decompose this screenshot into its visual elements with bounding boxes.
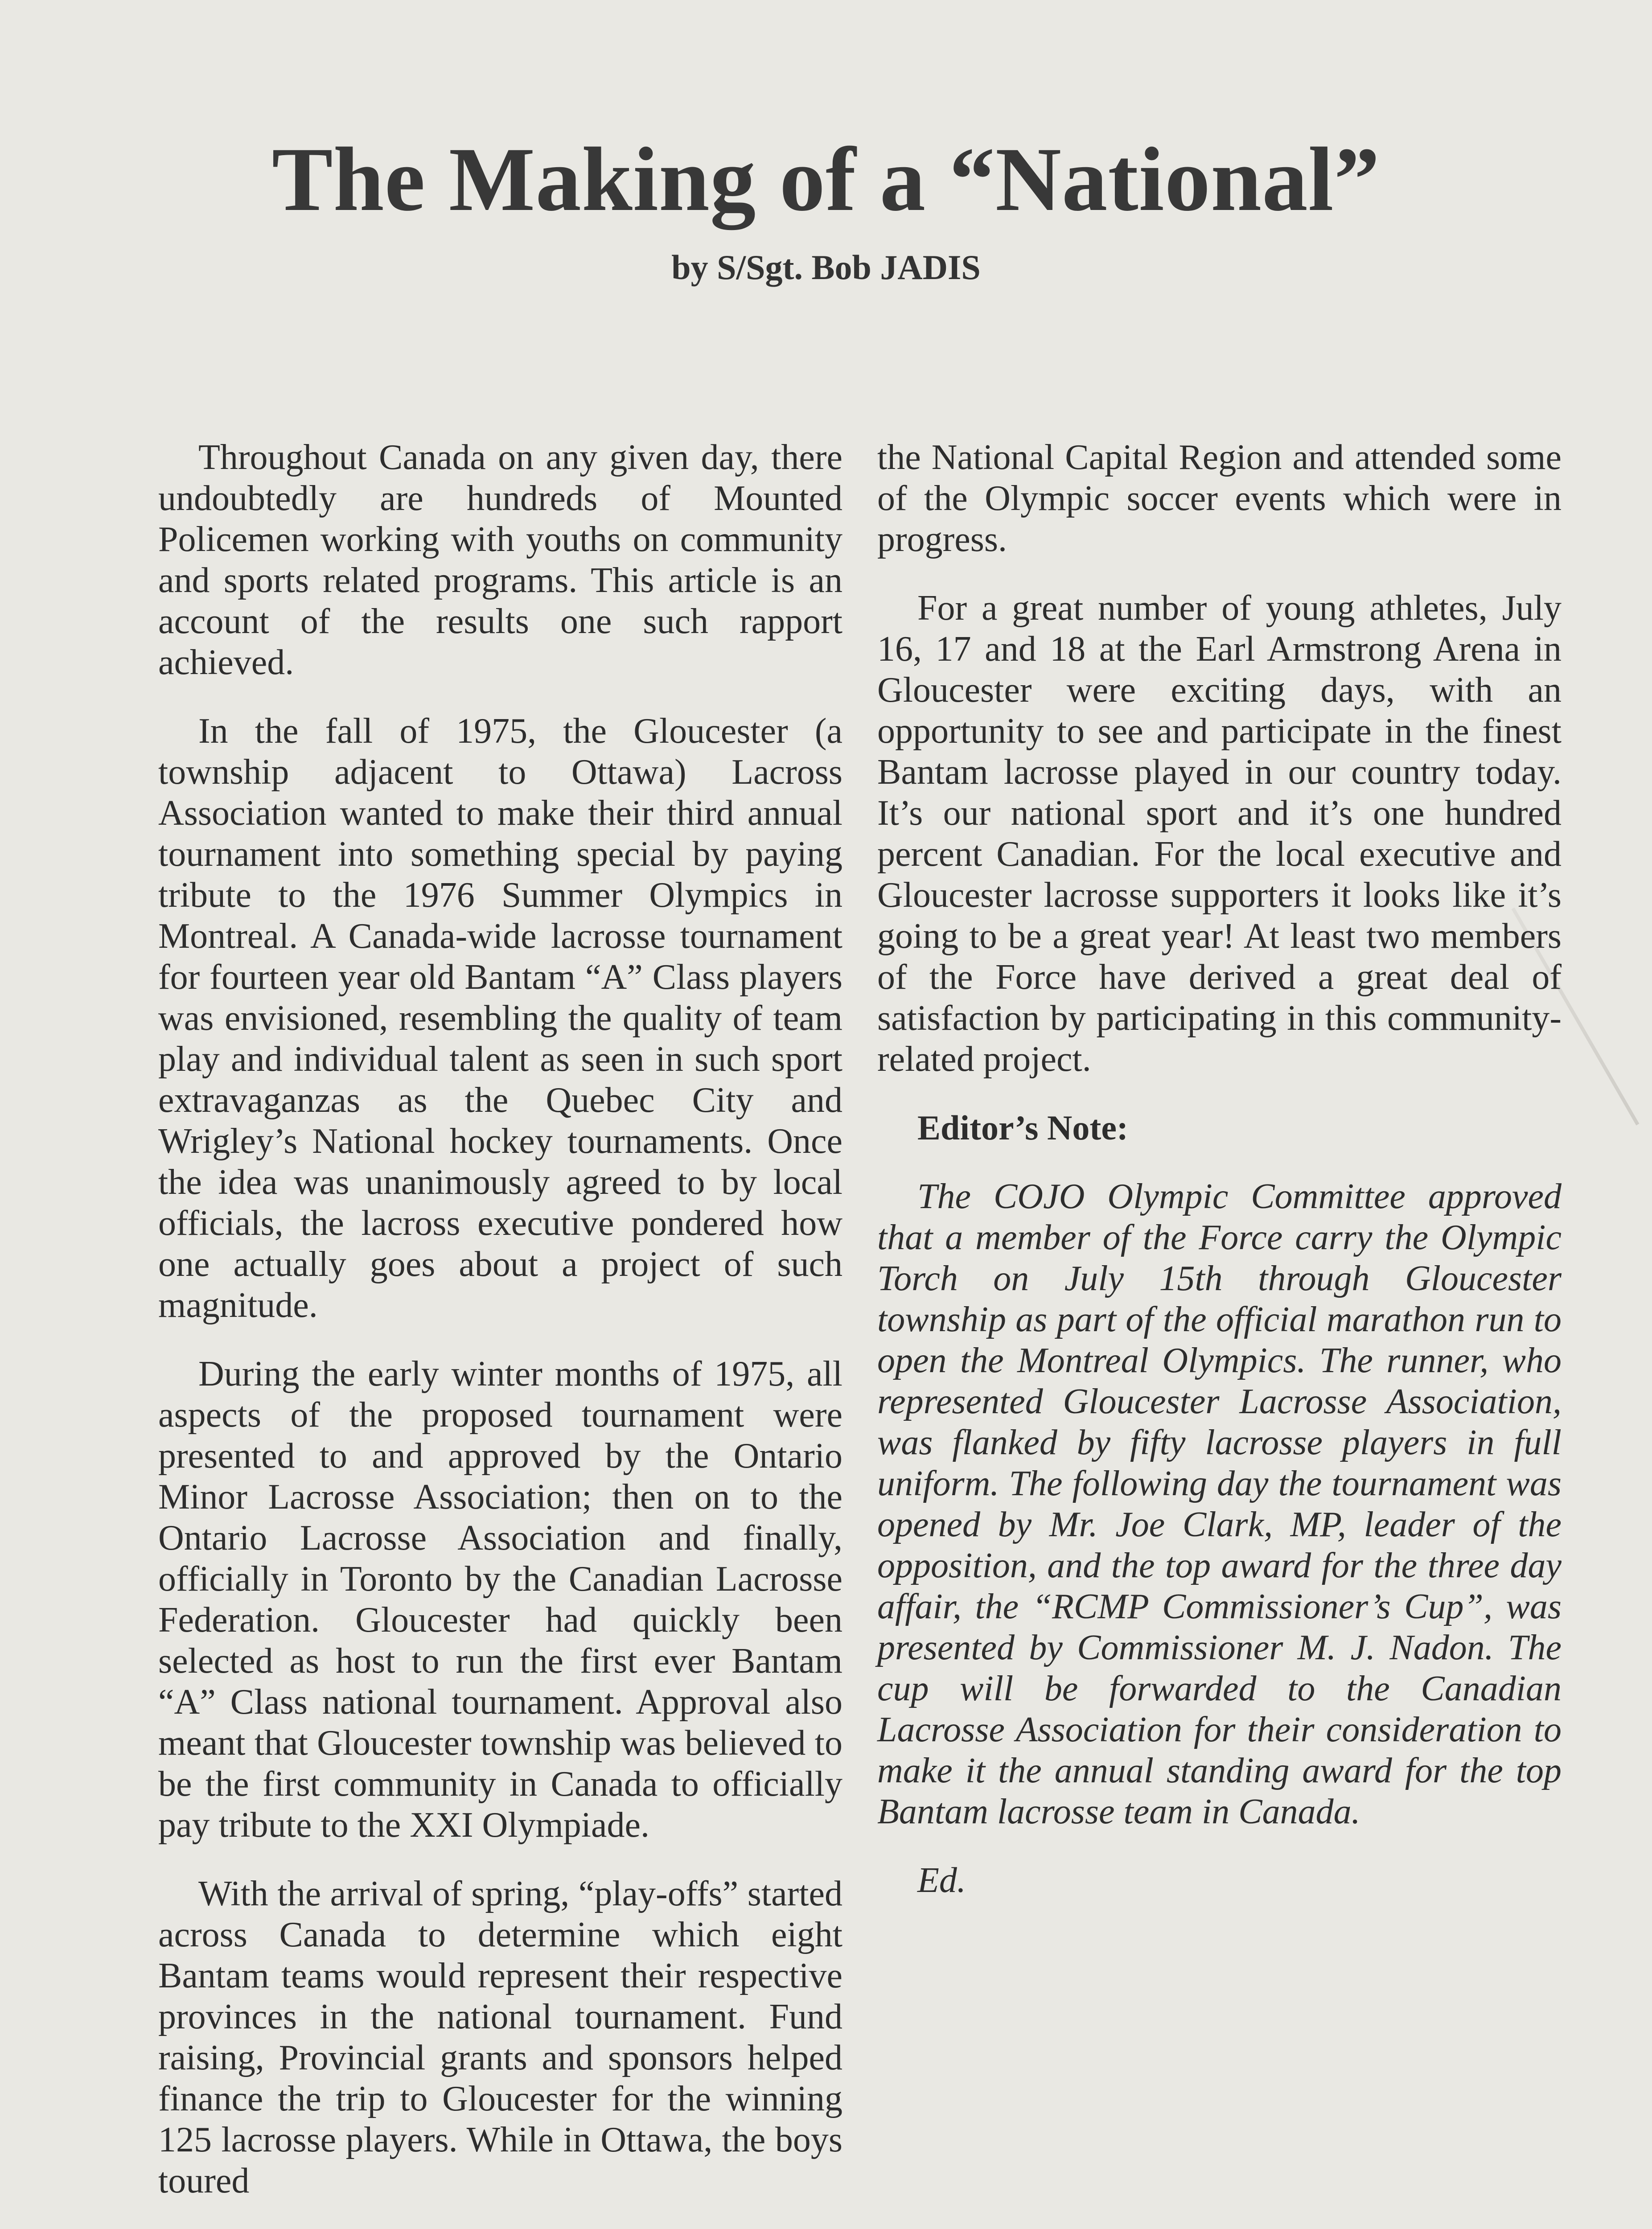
left-paragraph-1: Throughout Canada on any given day, there undoubtedly are hundreds of Mounted Policemen working with youths on community and sports related programs. This article is an account of the results one such rapport achieved.	[158, 438, 842, 682]
right-paragraph-2: For a great number of young athletes, July 16, 17 and 18 at the Earl Armstrong Arena in Gloucester were exciting days, with an opportunity to see and participate in the finest Bantam lacrosse played in our country today. It’s our national sport and it’s one hundred percent Canadian. For the local executive and Gloucester lacrosse supporters it looks like it’s going to be a great year! At least two members of the Force have derived a great deal of satisfaction by participating in this community-related project.	[877, 588, 1562, 1079]
left-column	[158, 437, 842, 2229]
left-paragraph-4: With the arrival of spring, “play-offs” started across Canada to determine which eight Bantam teams would represent their respective provinces in the national tournament. Fund raising, Provincial grants and sponsors helped finance the trip to Gloucester for the winning 125 lacrosse players. While in Ottawa, the boys toured	[158, 1874, 842, 2200]
right-column	[877, 437, 1562, 1929]
left-paragraph-2: In the fall of 1975, the Gloucester (a township adjacent to Ottawa) Lacross Association wanted to make their third annual tournament into something special by paying tribute to the 1976 Summer Olympics in Montreal. A Canada-wide lacrosse tournament for fourteen year old Bantam “A” Class players was envisioned, resembling the quality of team play and individual talent as seen in such sport extravaganzas as the Quebec City and Wrigley’s National hockey tournaments. Once the idea was unanimously agreed to by local officials, the lacross executive pondered how one actually goes about a project of such magnitude.	[158, 711, 842, 1325]
left-paragraph-3: During the early winter months of 1975, all aspects of the proposed tournament were presented to and approved by the Ontario Minor Lacrosse Association; then on to the Ontario Lacrosse Association and finally, officially in Toronto by the Canadian Lacrosse Federation. Gloucester had quickly been selected as host to run the first ever Bantam “A” Class national tournament. Approval also meant that Gloucester township was believed to be the first community in Canada to officially pay tribute to the XXI Olympiade.	[158, 1354, 842, 1845]
right-paragraph-1: the National Capital Region and attended some of the Olympic soccer events which were in progress.	[877, 438, 1562, 559]
editor-note-text: The COJO Olympic Committee approved that a member of the Force carry the Olympic Torch on July 15th through Gloucester township as part of the official marathon run to open the Montreal Olympics. The runner, who represented Gloucester Lacrosse Association, was flanked by fifty lacrosse players in full uniform. The following day the tournament was opened by Mr. Joe Clark, MP, leader of the opposition, and the top award for the three day affair, the “RCMP Commissioner’s Cup”, was presented by Commissioner M. J. Nadon. The cup will be forwarded to the Canadian Lacrosse Association for their consideration to make it the annual standing award for the top Bantam lacrosse team in Canada.	[877, 1177, 1562, 1831]
editor-note-label: Editor’s Note:	[917, 1108, 1128, 1147]
article-byline: by S/Sgt. Bob JADIS	[671, 248, 981, 287]
article-title: The Making of a “National”	[271, 129, 1381, 230]
editor-signature: Ed.	[917, 1861, 966, 1900]
